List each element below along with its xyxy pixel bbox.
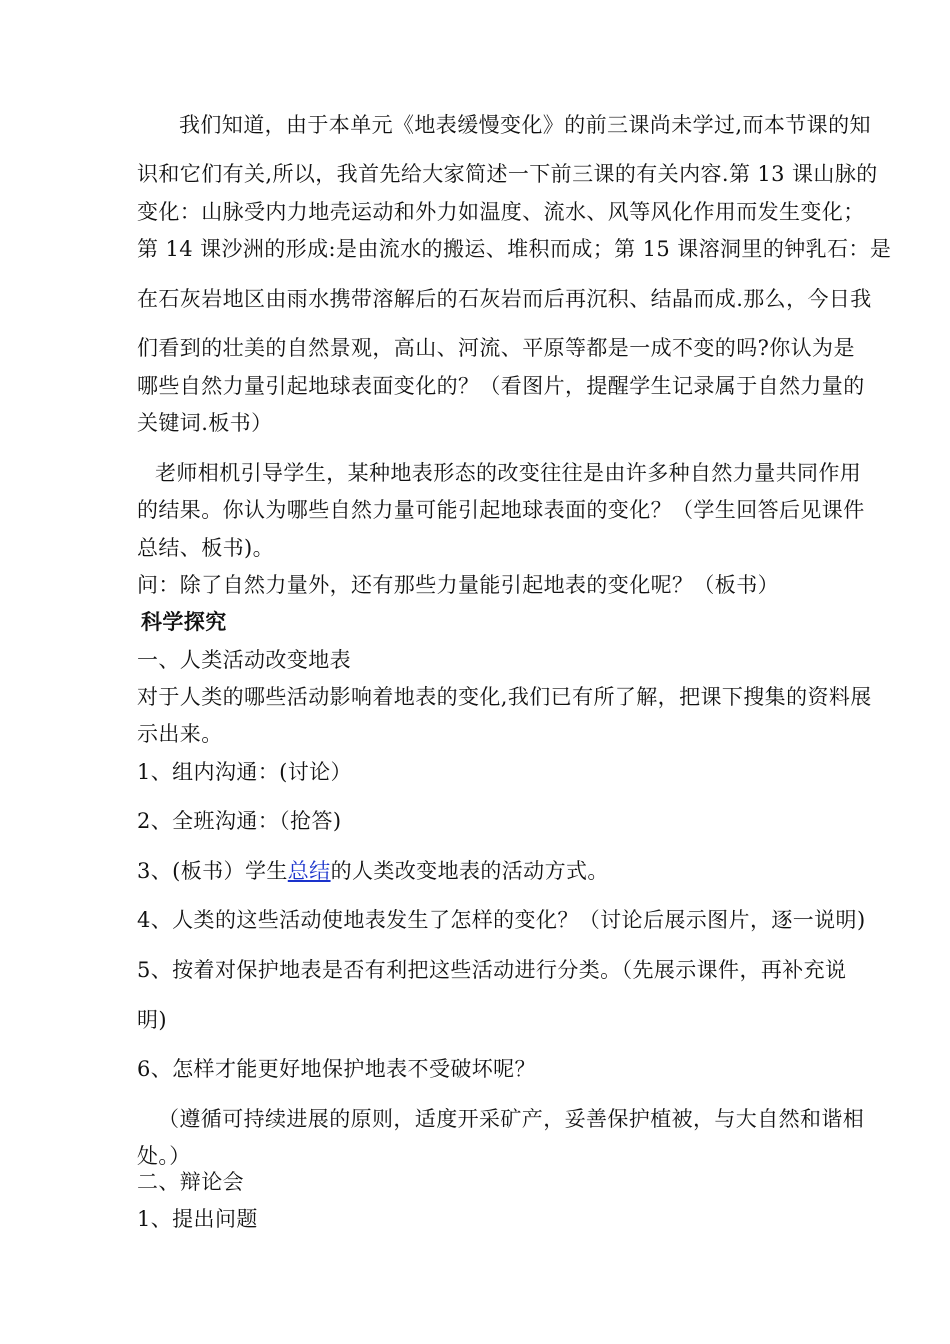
list-item-4: 4、人类的这些活动使地表发生了怎样的变化？（讨论后展示图片，逐一说明)	[137, 908, 866, 932]
teacher-line-1: 老师相机引导学生，某种地表形态的改变往往是由许多种自然力量共同作用	[155, 461, 862, 485]
intro-line-1: 我们知道，由于本单元《地表缓慢变化》的前三课尚未学过,而本节课的知	[179, 113, 871, 137]
list-item-3	[137, 856, 907, 886]
teacher-line-2: 的结果。你认为哪些自然力量可能引起地球表面的变化？（学生回答后见课件	[137, 498, 865, 522]
part2-heading: 二、辩论会	[137, 1170, 244, 1194]
intro-line-6: 们看到的壮美的自然景观，高山、河流、平原等都是一成不变的吗?你认为是	[137, 336, 855, 360]
part1-heading: 一、人类活动改变地表	[137, 648, 351, 672]
part1-desc-line-2: 示出来。	[137, 722, 223, 746]
list-item-2: 2、全班沟通：（抢答)	[137, 809, 342, 833]
intro-line-2: 识和它们有关,所以，我首先给大家简述一下前三课的有关内容.第 13 课山脉的	[137, 162, 878, 186]
summary-link[interactable]: 总结	[287, 859, 331, 883]
section-title: 科学探究	[141, 609, 227, 634]
part2-item-1: 1、提出问题	[137, 1207, 258, 1231]
note-line-2: 处。）	[137, 1144, 191, 1168]
note-line-1: （遵循可持续进展的原则，适度开采矿产，妥善保护植被，与大自然和谐相	[158, 1107, 865, 1131]
list-item-5-line-2: 明)	[137, 1008, 167, 1032]
list-item-3-post: 的人类改变地表的活动方式。	[330, 859, 609, 883]
intro-line-3: 变化：山脉受内力地壳运动和外力如温度、流水、风等风化作用而发生变化；	[137, 200, 865, 224]
list-item-5-line-1: 5、按着对保护地表是否有利把这些活动进行分类。（先展示课件，再补充说	[137, 958, 847, 982]
question-line: 问：除了自然力量外，还有那些力量能引起地表的变化呢？（板书）	[137, 573, 779, 597]
teacher-line-3: 总结、板书)。	[137, 536, 274, 560]
intro-line-7: 哪些自然力量引起地球表面变化的？（看图片，提醒学生记录属于自然力量的	[137, 374, 865, 398]
list-item-3-pre: 3、(板书）学生	[137, 859, 288, 883]
list-item-6: 6、怎样才能更好地保护地表不受破坏呢？	[137, 1057, 536, 1081]
part1-desc-line-1: 对于人类的哪些活动影响着地表的变化,我们已有所了解，把课下搜集的资料展	[137, 685, 872, 709]
intro-line-8: 关键词.板书）	[137, 411, 273, 435]
intro-line-5: 在石灰岩地区由雨水携带溶解后的石灰岩而后再沉积、结晶而成.那么，今日我	[137, 287, 872, 311]
intro-line-4: 第 14 课沙洲的形成:是由流水的搬运、堆积而成；第 15 课溶洞里的钟乳石：是	[137, 237, 892, 261]
list-item-1: 1、组内沟通：(讨论）	[137, 760, 352, 784]
